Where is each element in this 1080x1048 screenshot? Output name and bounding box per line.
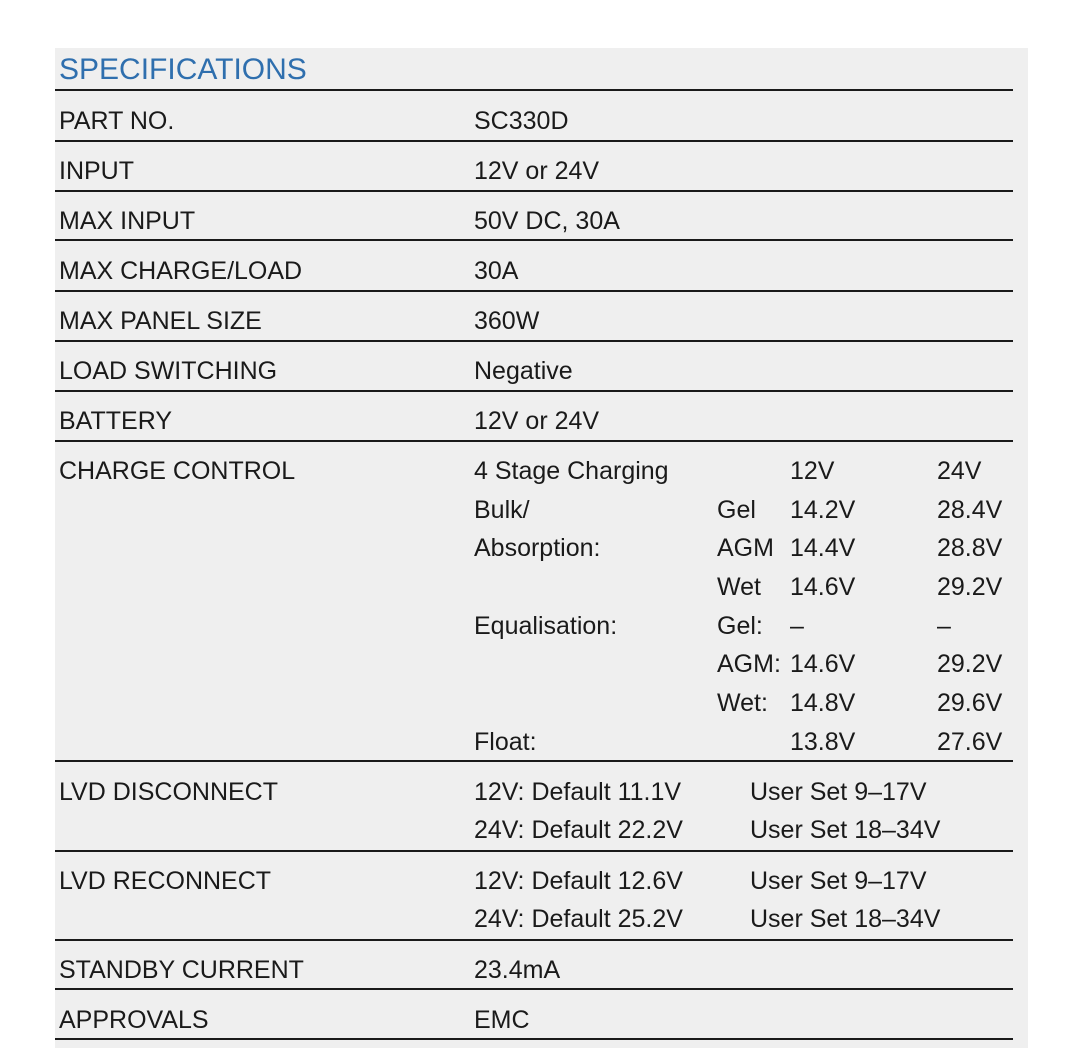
charge-equalisation-label: Equalisation:: [474, 612, 618, 640]
charge-bulk-label: Bulk/: [474, 496, 530, 524]
spec-label-battery: BATTERY: [59, 407, 172, 435]
bulk-12v: 14.6V: [790, 573, 856, 601]
divider: [55, 340, 1013, 342]
charge-float-label: Float:: [474, 728, 537, 756]
lvd-disconnect-12v-user-set: User Set 9–17V: [750, 778, 927, 806]
lvd-disconnect-12v-default: 12V: Default 11.1V: [474, 778, 682, 806]
bulk-type: Gel: [717, 496, 756, 524]
bulk-24v: 28.8V: [937, 534, 1003, 562]
divider: [55, 140, 1013, 142]
bulk-24v: 29.2V: [937, 573, 1003, 601]
equalisation-12v: 14.6V: [790, 650, 856, 678]
equalisation-type: Wet:: [717, 689, 768, 717]
float-12v: 13.8V: [790, 728, 856, 756]
spec-label-standby-current: STANDBY CURRENT: [59, 956, 304, 984]
spec-label-charge-control: CHARGE CONTROL: [59, 457, 296, 485]
spec-value-max-input: 50V DC, 30A: [474, 207, 620, 235]
charge-column-24v: 24V: [937, 457, 982, 485]
equalisation-type: AGM:: [717, 650, 781, 678]
spec-label-load-switching: LOAD SWITCHING: [59, 357, 278, 385]
spec-label-max-input: MAX INPUT: [59, 207, 196, 235]
lvd-disconnect-24v-user-set: User Set 18–34V: [750, 816, 941, 844]
spec-value-max-panel-size: 360W: [474, 307, 540, 335]
divider: [55, 390, 1013, 392]
spec-value-battery: 12V or 24V: [474, 407, 600, 435]
lvd-reconnect-12v-user-set: User Set 9–17V: [750, 867, 927, 895]
spec-value-input: 12V or 24V: [474, 157, 600, 185]
spec-label-lvd-reconnect: LVD RECONNECT: [59, 867, 272, 895]
bulk-12v: 14.2V: [790, 496, 856, 524]
float-24v: 27.6V: [937, 728, 1003, 756]
spec-value-max-charge-load: 30A: [474, 257, 519, 285]
equalisation-24v: –: [937, 612, 951, 640]
divider: [55, 239, 1013, 241]
divider: [55, 190, 1013, 192]
section-title: SPECIFICATIONS: [59, 53, 307, 86]
bulk-type: AGM: [717, 534, 774, 562]
equalisation-12v: 14.8V: [790, 689, 856, 717]
spec-label-approvals: APPROVALS: [59, 1006, 209, 1034]
equalisation-12v: –: [790, 612, 804, 640]
divider: [55, 939, 1013, 941]
divider: [55, 760, 1013, 762]
spec-label-lvd-disconnect: LVD DISCONNECT: [59, 778, 279, 806]
lvd-reconnect-24v-default: 24V: Default 25.2V: [474, 905, 683, 933]
charge-column-12v: 12V: [790, 457, 835, 485]
charge-absorption-label: Absorption:: [474, 534, 601, 562]
spec-label-max-panel-size: MAX PANEL SIZE: [59, 307, 262, 335]
divider: [55, 1038, 1013, 1040]
lvd-reconnect-24v-user-set: User Set 18–34V: [750, 905, 941, 933]
bulk-type: Wet: [717, 573, 761, 601]
spec-label-part-no: PART NO.: [59, 107, 175, 135]
equalisation-type: Gel:: [717, 612, 763, 640]
divider: [55, 850, 1013, 852]
bulk-24v: 28.4V: [937, 496, 1003, 524]
equalisation-24v: 29.2V: [937, 650, 1003, 678]
spec-value-part-no: SC330D: [474, 107, 569, 135]
divider: [55, 440, 1013, 442]
spec-label-max-charge-load: MAX CHARGE/LOAD: [59, 257, 303, 285]
spec-value-standby-current: 23.4mA: [474, 956, 561, 984]
lvd-reconnect-12v-default: 12V: Default 12.6V: [474, 867, 683, 895]
spec-value-approvals: EMC: [474, 1006, 530, 1034]
divider: [55, 290, 1013, 292]
spec-label-input: INPUT: [59, 157, 134, 185]
lvd-disconnect-24v-default: 24V: Default 22.2V: [474, 816, 683, 844]
divider: [55, 89, 1013, 91]
bulk-12v: 14.4V: [790, 534, 856, 562]
spec-value-load-switching: Negative: [474, 357, 573, 385]
equalisation-24v: 29.6V: [937, 689, 1003, 717]
charge-heading: 4 Stage Charging: [474, 457, 669, 485]
divider: [55, 988, 1013, 990]
